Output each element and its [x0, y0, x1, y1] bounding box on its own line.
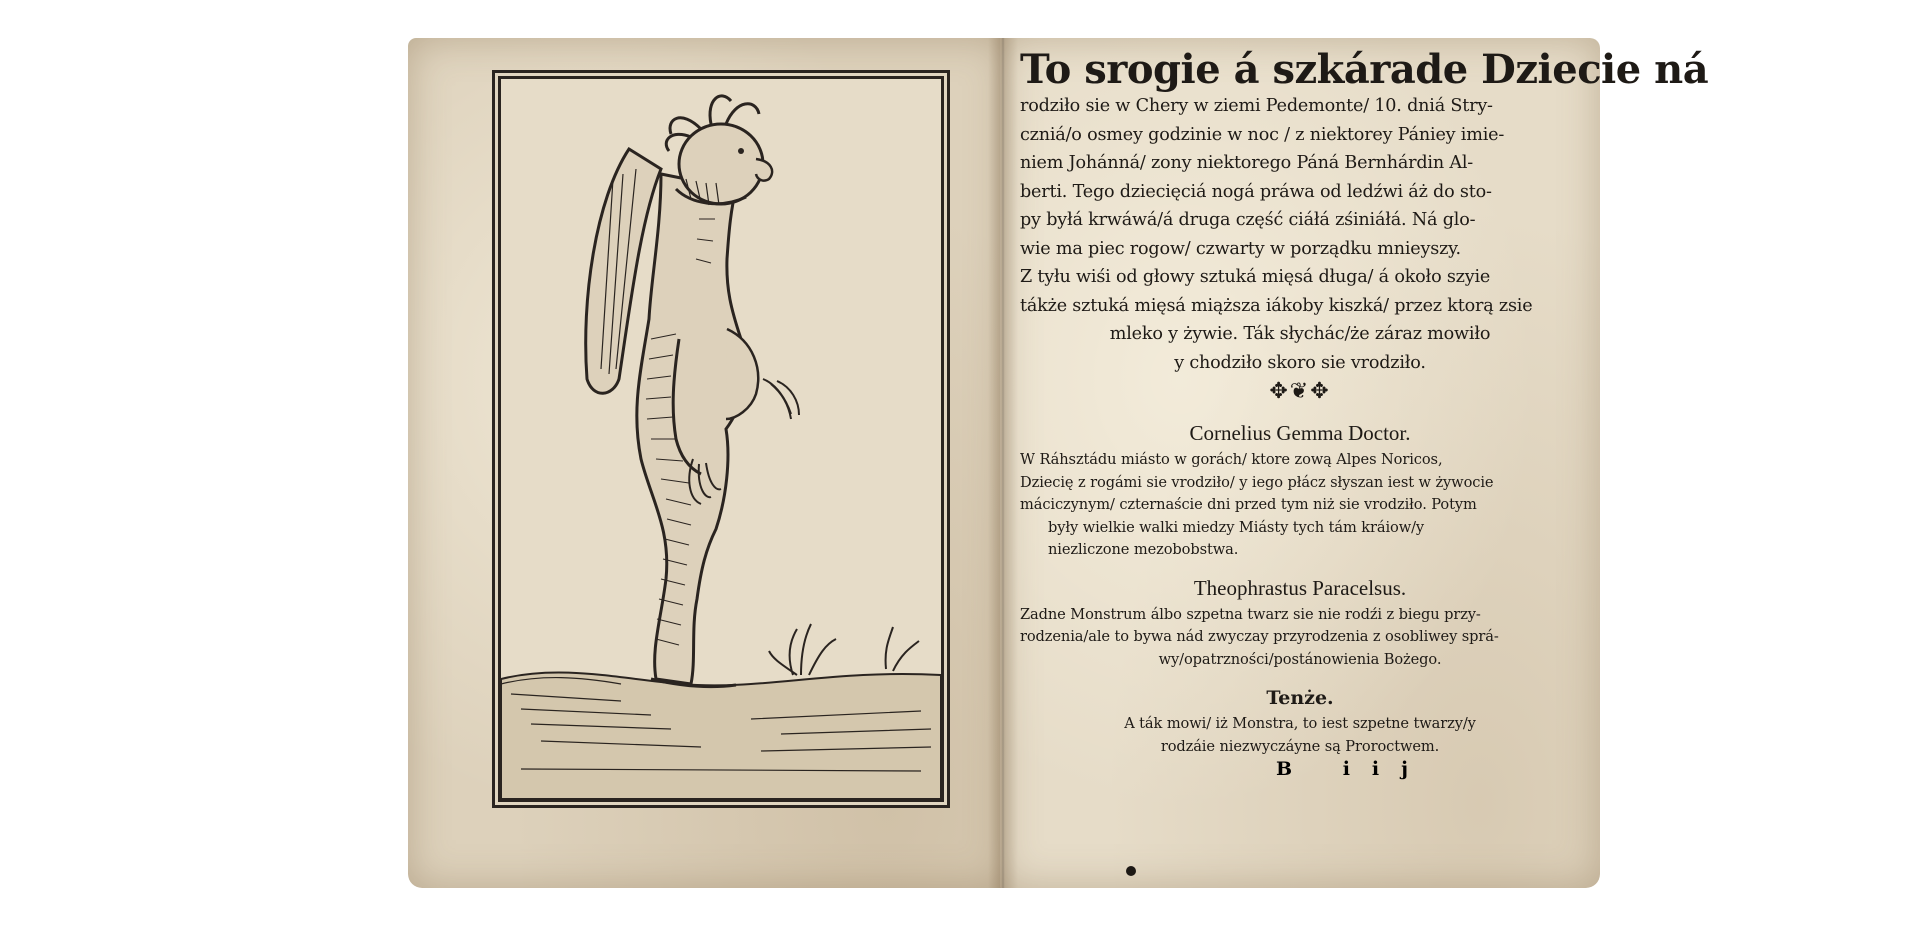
- paragraph-line: wie ma piec rogow/ czwarty w porządku mnieyszy.: [1020, 238, 1461, 259]
- paragraph-line: y chodziło skoro sie vrodziło.: [1174, 352, 1426, 373]
- section-line: niezliczone mezobobstwa.: [1048, 541, 1239, 558]
- section-line: Dziecię z rogámi sie vrodziło/ y iego płácz słyszan iest w żywocie: [1020, 473, 1494, 491]
- monster-child-woodcut: [501, 79, 941, 799]
- ink-spot: [1126, 866, 1136, 876]
- section-line: W Ráhsztádu miásto w gorách/ ktore zową Alpes Noricos,: [1020, 451, 1443, 468]
- section-line: rodzenia/ale to bywa nád zwyczay przyrodzenia z osobliwey sprá-: [1020, 628, 1499, 645]
- section-line: A ták mowi/ iż Monstra, to iest szpetne twarzy/y: [1124, 715, 1476, 732]
- section-author: Theophrastus Paracelsus.: [1193, 575, 1407, 600]
- plant-icon: [769, 624, 919, 675]
- section-line: Zadne Monstrum álbo szpetna twarz sie nie rodźi z biegu przy-: [1020, 605, 1481, 623]
- text-block: [1020, 46, 1709, 758]
- signature-mark: B iij: [1276, 758, 1430, 780]
- section-author: Cornelius Gemma Doctor.: [1189, 421, 1411, 445]
- paragraph-line: rodziło sie w Chery w ziemi Pedemonte/ 10. dniá Stry-: [1020, 96, 1493, 116]
- section-line: były wielkie walki miedzy Miásty tych tám kráiow/y: [1048, 518, 1425, 536]
- paragraph-line: czniá/o osmey godzinie w noc / z niektorey Pániey imie-: [1020, 124, 1505, 145]
- section-heading: Tenże.: [1266, 687, 1334, 709]
- section-line: máciczynym/ czternaście dni przed tym niż sie vrodziło. Potym: [1020, 496, 1477, 513]
- left-page: [408, 38, 1006, 888]
- paragraph-line: py byłá krwáwá/á druga część ciáłá zśiniáłá. Ná glo-: [1020, 210, 1476, 230]
- page-title: To srogie á szkárade Dziecie ná: [1020, 46, 1709, 93]
- paragraph-line: tákże sztuká mięsá miąższa iákoby kiszká/ przez ktorą zsie: [1020, 295, 1533, 316]
- open-book: [408, 38, 1709, 888]
- section-line: wy/opatrzności/postánowienia Bożego.: [1158, 650, 1442, 668]
- paragraph-line: mleko y żywie. Ták słychác/że záraz mowiło: [1109, 324, 1491, 344]
- book-gutter: [988, 38, 1018, 888]
- paragraph-line: berti. Tego dziecięciá nogá práwa od ledźwi áż do sto-: [1020, 181, 1492, 202]
- section-line: rodzáie niezwyczáyne są Proroctwem.: [1160, 737, 1440, 755]
- paragraph-line: Z tyłu wiśi od głowy sztuká mięsá długa/ á około szyie: [1020, 267, 1491, 287]
- woodcut-illustration: [498, 76, 944, 802]
- paragraph-line: niem Johánná/ zony niektorego Páná Bernhárdin Al-: [1020, 153, 1474, 173]
- right-page: [1000, 38, 1709, 888]
- ornament-icon: ✥❦✥: [1269, 379, 1331, 404]
